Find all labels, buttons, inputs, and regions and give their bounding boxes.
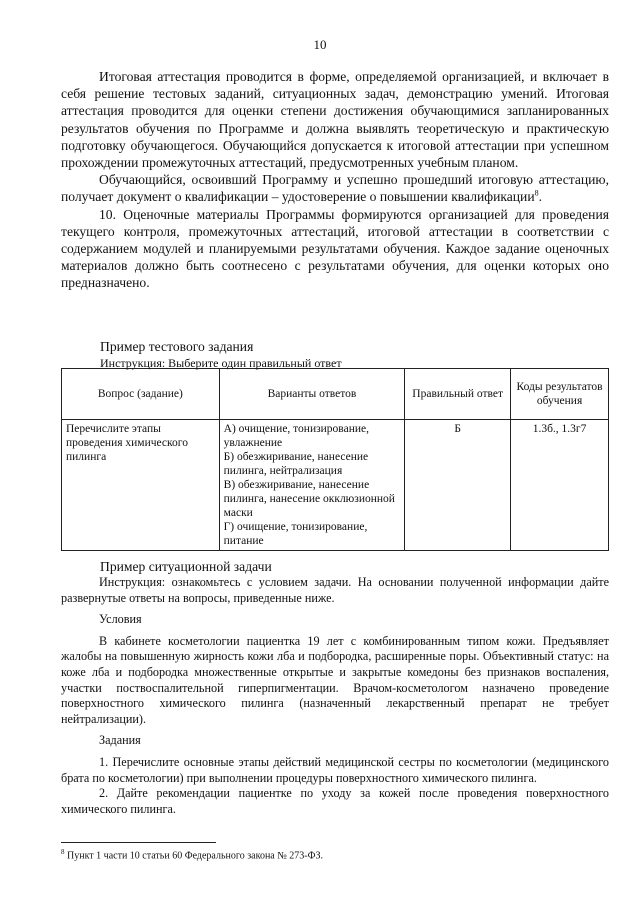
situational-instruction: Инструкция: ознакомьтесь с условием задачи. На основании полученной информации дайте развернутые ответы на вопросы, приведенные ниже. bbox=[61, 575, 609, 605]
header-options: Варианты ответов bbox=[219, 369, 405, 420]
paragraph-certificate-end: . bbox=[538, 189, 543, 205]
paragraph-assessment-materials: 10. Оценочные материалы Программы формируются организацией для проведения текущего контроля, промежуточных аттестаций, итоговой аттестации в соответствии с содержанием модулей и планируемыми результатами обучения. Каждое задание оценочных материалов должно быть соотнесено с результатами обучения, для оценки которых оно предназначено. bbox=[61, 206, 609, 291]
test-example-heading: Пример тестового задания bbox=[100, 339, 254, 354]
options-cell bbox=[219, 420, 405, 551]
footnote-reference: 8 bbox=[534, 188, 539, 198]
conditions-label: Условия bbox=[99, 612, 142, 627]
main-text bbox=[61, 68, 609, 292]
task-1: 1. Перечислите основные этапы действий медицинской сестры по косметологии (медицинского брата по косметологии) при выполнении процедуры поверхностного химического пилинга. bbox=[61, 754, 609, 785]
test-example-instruction: Инструкция: Выберите один правильный ответ bbox=[100, 356, 342, 370]
header-question: Вопрос (задание) bbox=[62, 369, 220, 420]
tasks-label: Задания bbox=[99, 733, 141, 748]
situational-section bbox=[61, 575, 609, 817]
answer-cell: Б bbox=[405, 420, 511, 551]
option-c: В) обезжиривание, нанесение пилинга, нанесение окклюзионной маски bbox=[223, 479, 395, 519]
page-number: 10 bbox=[313, 37, 327, 52]
option-b: Б) обезжиривание, нанесение пилинга, нейтрализация bbox=[223, 451, 369, 477]
conditions-text: В кабинете косметологии пациентка 19 лет с комбинированным типом кожи. Предъявляет жалобы на повышенную жирность кожи лба и подбородка, расширенные поры. Объективный статус: на коже лба и подбородка множественные открытые и закрытые комедоны без признаков воспаления, участки поствоспалительной гиперпигментации. Врачом-косметологом назначено проведение поверхностного химического пилинга (назначенный лекарственный препарат не требует нейтрализации). bbox=[61, 633, 609, 726]
footnote-text: Пункт 1 части 10 статьи 60 Федерального закона № 273-ФЗ. bbox=[64, 850, 324, 862]
test-table bbox=[61, 368, 609, 551]
footnote-divider bbox=[61, 842, 216, 843]
option-d: Г) очищение, тонизирование, питание bbox=[223, 521, 368, 547]
paragraph-certificate-text: Обучающийся, освоивший Программу и успешно прошедший итоговую аттестацию, получает документ о квалификации – удостоверение о повышении квалификации bbox=[61, 172, 609, 205]
table-row bbox=[62, 420, 609, 551]
test-table-header-row bbox=[62, 369, 609, 420]
footnote-mark: 8 bbox=[61, 848, 65, 856]
header-correct-answer: Правильный ответ bbox=[405, 369, 511, 420]
paragraph-final-attestation: Итоговая аттестация проводится в форме, определяемой организацией, и включает в себя решение тестовых заданий, ситуационных задач, демонстрацию умений. Итоговая аттестация проводится для оценки степени достижения обучающимися запланированных результатов обучения по Программе и должна выявлять теоретическую и практическую подготовку обучающегося. Обучающийся допускается к итоговой аттестации при успешном прохождении промежуточных аттестаций, предусмотренных учебным планом. bbox=[61, 69, 609, 171]
question-cell: Перечислите этапы проведения химического пилинга bbox=[62, 420, 220, 551]
situational-heading: Пример ситуационной задачи bbox=[100, 559, 272, 574]
header-result-codes: Коды результатов обучения bbox=[511, 369, 609, 420]
codes-cell: 1.3б., 1.3г7 bbox=[511, 420, 609, 551]
option-a: А) очищение, тонизирование, увлажнение bbox=[223, 423, 369, 449]
task-2: 2. Дайте рекомендации пациентке по уходу за кожей после проведения поверхностного химического пилинга. bbox=[61, 786, 609, 816]
footnote bbox=[61, 848, 323, 861]
paragraph-certificate bbox=[61, 171, 609, 205]
